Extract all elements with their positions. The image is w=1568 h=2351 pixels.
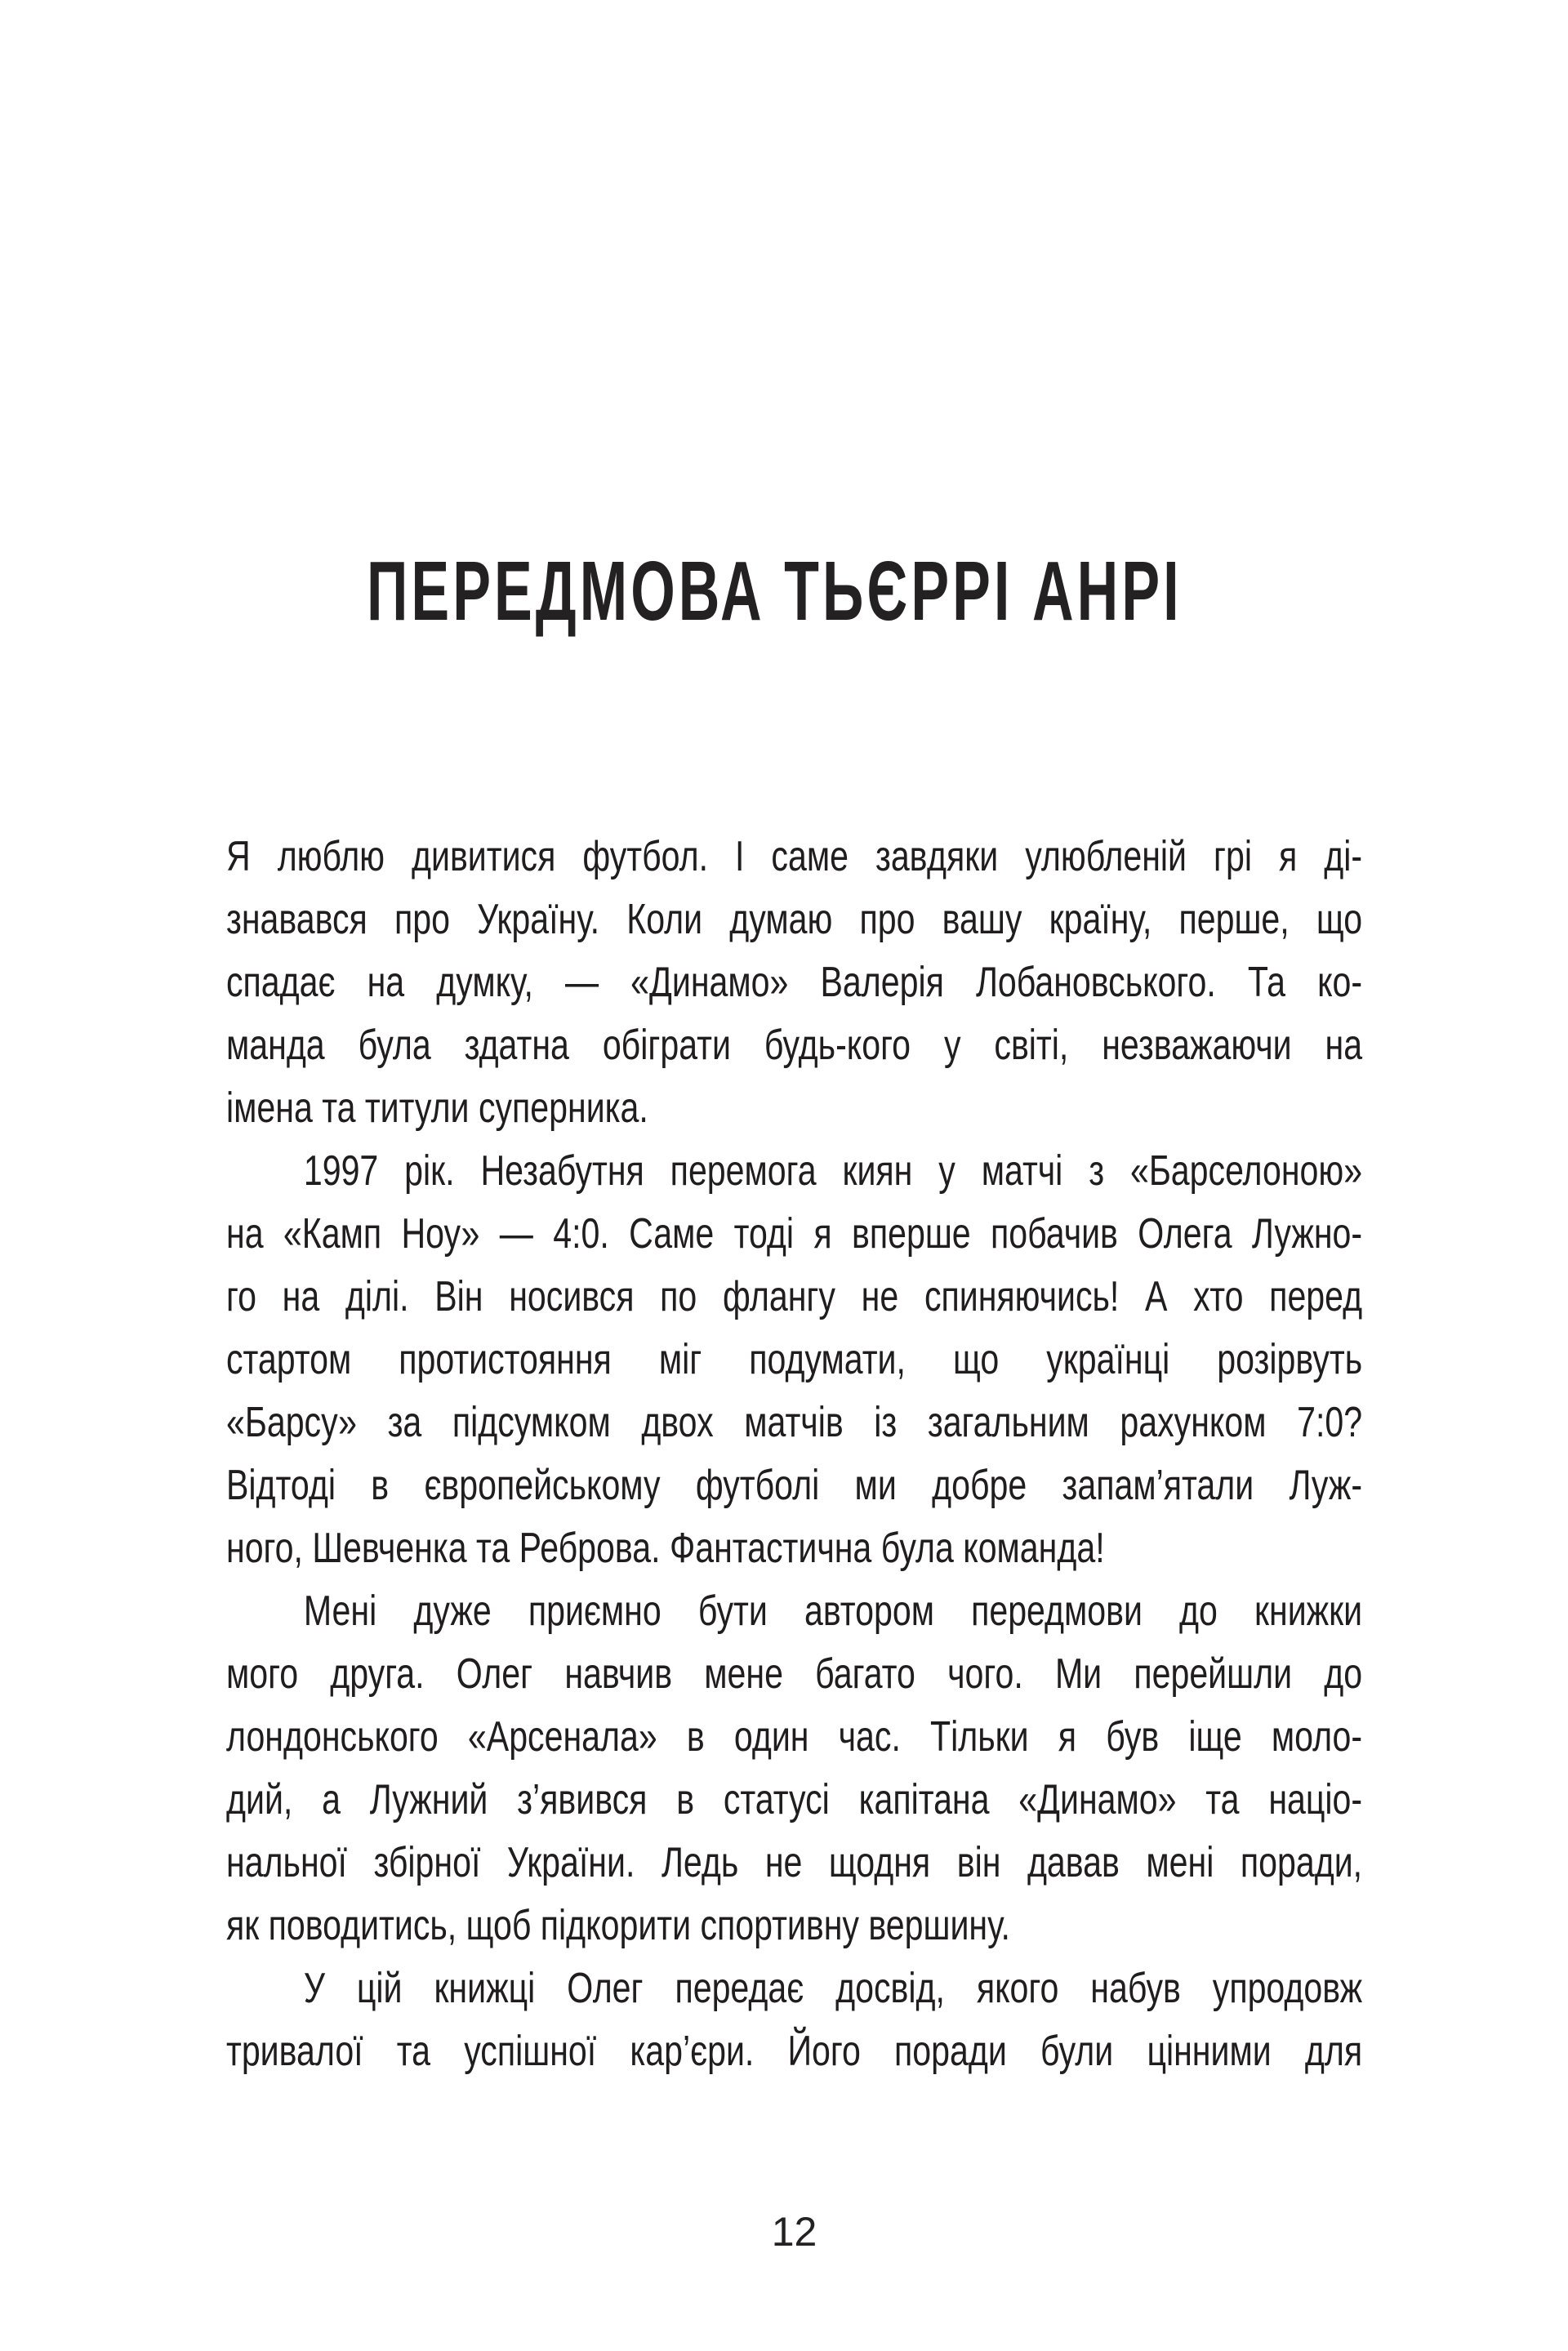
body-line: У цій книжці Олег передає досвід, якого набув упродовж: [303, 1965, 1363, 2012]
body-line: го на ділі. Він носився по флангу не спиняючись! А хто перед: [226, 1273, 1363, 1320]
body-line: спадає на думку, — «Динамо» Валерія Лобановського. Та ко-: [226, 959, 1363, 1006]
body-line: ного, Шевченка та Реброва. Фантастична була команда!: [226, 1525, 1105, 1572]
body-line: лондонського «Арсенала» в один час. Тільки я був іще моло-: [226, 1713, 1363, 1761]
body-line: тривалої та успішної кар’єри. Його поради були цінними для: [226, 2028, 1363, 2075]
body-line: 1997 рік. Незабутня перемога киян у матчі з «Барселоною»: [303, 1147, 1363, 1195]
body-line: манда була здатна обіграти будь-кого у світі, незважаючи на: [226, 1022, 1363, 1069]
body-text: [226, 826, 1362, 2083]
body-line: Я люблю дивитися футбол. І саме завдяки улюбленій грі я ді-: [226, 833, 1363, 880]
body-line: мого друга. Олег навчив мене багато чого. Ми перейшли до: [226, 1650, 1363, 1698]
body-line: Відтоді в європейському футболі ми добре запам’ятали Луж-: [226, 1462, 1363, 1509]
body-line: на «Камп Ноу» — 4:0. Саме тоді я вперше побачив Олега Лужно-: [226, 1210, 1363, 1258]
body-line: стартом протистояння міг подумати, що українці розірвуть: [226, 1336, 1363, 1383]
body-line: дий, а Лужний з’явився в статусі капітана «Динамо» та націо-: [226, 1776, 1363, 1823]
body-line: Мені дуже приємно бути автором передмови до книжки: [303, 1587, 1363, 1635]
body-line: як поводитись, щоб підкорити спортивну вершину.: [226, 1902, 1010, 1949]
body-line: «Барсу» за підсумком двох матчів із загальним рахунком 7:0?: [226, 1399, 1363, 1446]
body-line: нальної збірної України. Ледь не щодня він давав мені поради,: [226, 1839, 1363, 1886]
chapter-title: ПЕРЕДМОВА ТЬЄРРІ АНРІ: [367, 544, 1183, 638]
page-number: 12: [771, 2209, 817, 2255]
body-line: знавався про Україну. Коли думаю про вашу країну, перше, що: [226, 896, 1363, 943]
body-line: імена та титули суперника.: [226, 1084, 648, 1132]
